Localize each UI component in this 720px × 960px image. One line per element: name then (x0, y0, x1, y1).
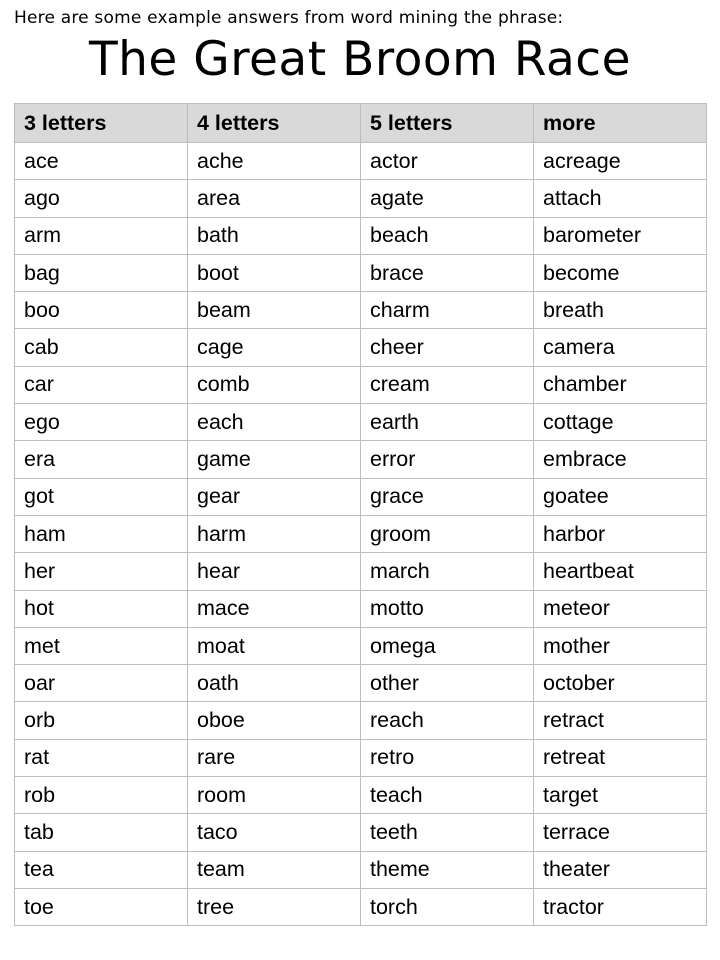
word-cell: ace (15, 143, 188, 180)
word-cell: ago (15, 180, 188, 217)
word-cell: meteor (534, 590, 707, 627)
word-cell: beach (361, 217, 534, 254)
word-cell: arm (15, 217, 188, 254)
table-row (15, 478, 707, 515)
word-cell: rare (188, 739, 361, 776)
word-cell: teeth (361, 814, 534, 851)
word-cell: heartbeat (534, 553, 707, 590)
word-cell: terrace (534, 814, 707, 851)
word-cell: moat (188, 627, 361, 664)
table-body (15, 143, 707, 926)
word-cell: theme (361, 851, 534, 888)
word-cell: orb (15, 702, 188, 739)
word-cell: charm (361, 292, 534, 329)
word-cell: rob (15, 777, 188, 814)
word-cell: acreage (534, 143, 707, 180)
word-cell: target (534, 777, 707, 814)
word-cell: other (361, 665, 534, 702)
table-row (15, 292, 707, 329)
table-row (15, 851, 707, 888)
word-cell: oath (188, 665, 361, 702)
word-cell: mace (188, 590, 361, 627)
word-cell: motto (361, 590, 534, 627)
word-cell: tea (15, 851, 188, 888)
word-cell: mother (534, 627, 707, 664)
word-cell: boot (188, 254, 361, 291)
word-cell: bath (188, 217, 361, 254)
column-header: more (534, 104, 707, 143)
word-cell: era (15, 441, 188, 478)
word-cell: earth (361, 404, 534, 441)
word-cell: agate (361, 180, 534, 217)
table-row (15, 665, 707, 702)
word-cell: barometer (534, 217, 707, 254)
header-row (15, 104, 707, 143)
table-row (15, 814, 707, 851)
table-row (15, 590, 707, 627)
word-cell: march (361, 553, 534, 590)
word-cell: oboe (188, 702, 361, 739)
table-row (15, 627, 707, 664)
word-cell: torch (361, 888, 534, 925)
intro-text: Here are some example answers from word mining the phrase: (14, 8, 564, 28)
word-cell: tractor (534, 888, 707, 925)
word-cell: hear (188, 553, 361, 590)
word-cell: october (534, 665, 707, 702)
word-cell: embrace (534, 441, 707, 478)
word-cell: theater (534, 851, 707, 888)
word-cell: rat (15, 739, 188, 776)
word-cell: tab (15, 814, 188, 851)
word-cell: harbor (534, 515, 707, 552)
word-cell: bag (15, 254, 188, 291)
word-cell: reach (361, 702, 534, 739)
word-cell: hot (15, 590, 188, 627)
page-title: The Great Broom Race (88, 32, 632, 87)
word-cell: ache (188, 143, 361, 180)
word-cell: teach (361, 777, 534, 814)
column-header: 4 letters (188, 104, 361, 143)
word-cell: boo (15, 292, 188, 329)
word-cell: breath (534, 292, 707, 329)
word-cell: toe (15, 888, 188, 925)
word-cell: beam (188, 292, 361, 329)
word-cell: cab (15, 329, 188, 366)
word-cell: tree (188, 888, 361, 925)
word-cell: each (188, 404, 361, 441)
word-cell: actor (361, 143, 534, 180)
word-cell: cage (188, 329, 361, 366)
word-cell: taco (188, 814, 361, 851)
word-cell: got (15, 478, 188, 515)
table-row (15, 329, 707, 366)
table-row (15, 702, 707, 739)
word-cell: team (188, 851, 361, 888)
word-table (14, 103, 707, 926)
table-row (15, 441, 707, 478)
word-cell: met (15, 627, 188, 664)
word-cell: become (534, 254, 707, 291)
word-cell: room (188, 777, 361, 814)
word-cell: error (361, 441, 534, 478)
word-cell: ego (15, 404, 188, 441)
table-row (15, 366, 707, 403)
word-cell: cream (361, 366, 534, 403)
word-cell: car (15, 366, 188, 403)
word-cell: retreat (534, 739, 707, 776)
table-row (15, 217, 707, 254)
column-header: 5 letters (361, 104, 534, 143)
word-cell: gear (188, 478, 361, 515)
word-cell: cottage (534, 404, 707, 441)
table-row (15, 777, 707, 814)
table-row (15, 515, 707, 552)
word-cell: her (15, 553, 188, 590)
word-cell: camera (534, 329, 707, 366)
table-row (15, 739, 707, 776)
word-cell: harm (188, 515, 361, 552)
word-cell: brace (361, 254, 534, 291)
word-cell: grace (361, 478, 534, 515)
word-cell: oar (15, 665, 188, 702)
word-cell: comb (188, 366, 361, 403)
word-cell: goatee (534, 478, 707, 515)
word-cell: retro (361, 739, 534, 776)
word-cell: attach (534, 180, 707, 217)
word-cell: retract (534, 702, 707, 739)
word-cell: groom (361, 515, 534, 552)
column-header: 3 letters (15, 104, 188, 143)
table-row (15, 553, 707, 590)
word-cell: chamber (534, 366, 707, 403)
table-row (15, 404, 707, 441)
table-row (15, 143, 707, 180)
table-row (15, 180, 707, 217)
table-row (15, 888, 707, 925)
word-cell: area (188, 180, 361, 217)
table-row (15, 254, 707, 291)
word-cell: cheer (361, 329, 534, 366)
word-cell: game (188, 441, 361, 478)
word-cell: omega (361, 627, 534, 664)
word-cell: ham (15, 515, 188, 552)
